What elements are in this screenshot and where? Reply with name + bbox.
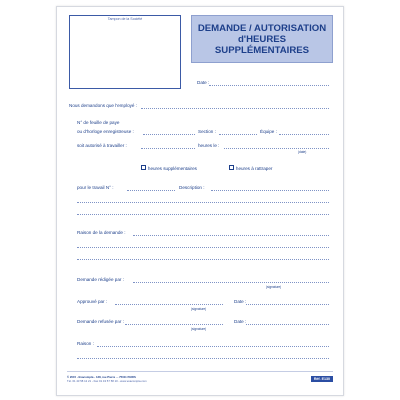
option-catchup[interactable] (229, 165, 272, 171)
approved-by-signature-hint: (signature) (191, 307, 207, 311)
form-footer (67, 371, 333, 388)
refused-by-label: Demande refusée par : (77, 319, 124, 324)
reason-request-line-2[interactable] (77, 247, 329, 248)
work-date-field[interactable] (224, 148, 329, 149)
overtime-label: heures supplémentaires (147, 166, 197, 171)
team-label: Équipe : (260, 129, 277, 134)
stamp-label: Tampon de la Société (107, 17, 143, 21)
reference-badge: Réf. E130 (311, 376, 333, 382)
company-stamp-box (69, 15, 181, 89)
title-line-1: DEMANDE / AUTORISATION (197, 22, 327, 34)
description-label: Description : (179, 185, 205, 190)
footer-line-1: © 2015 - Exacompta - 138, rue Pierre ... 75011 PARIS (67, 375, 136, 379)
section-field[interactable] (219, 134, 257, 135)
payslip-label: N° de feuille de paye (77, 120, 120, 125)
authorized-label: soit autorisé à travailler : (77, 143, 127, 148)
payslip-number-field[interactable] (143, 134, 195, 135)
approved-by-field[interactable] (115, 304, 223, 305)
refused-by-signature-hint: (signature) (191, 327, 207, 331)
reason-label: Raison : (77, 341, 94, 346)
date-field[interactable] (209, 85, 329, 86)
title-line-3: SUPPLÉMENTAIRES (214, 44, 310, 56)
reason-request-label: Raison de la demande : (77, 230, 126, 235)
title-line-2: d'HEURES (237, 33, 287, 45)
request-label: Nous demandons que l'employé : (69, 103, 138, 108)
description-line-2[interactable] (77, 202, 329, 203)
catchup-checkbox[interactable] (229, 165, 234, 170)
approved-by-label: Approuvé par : (77, 299, 108, 304)
date-hint: (date) (298, 150, 307, 154)
refused-date-label: Date : (234, 319, 247, 324)
employee-field[interactable] (141, 108, 329, 109)
overtime-checkbox[interactable] (141, 165, 146, 170)
description-line-3[interactable] (77, 214, 329, 215)
hours-label: heures le : (198, 143, 220, 148)
date-label: Date : (197, 80, 210, 85)
form-sheet (56, 6, 344, 396)
hours-count-field[interactable] (141, 148, 195, 149)
approved-date-label: Date : (234, 299, 247, 304)
catchup-label: heures à rattraper (235, 166, 273, 171)
section-label: Section : (198, 129, 216, 134)
job-number-field[interactable] (127, 190, 175, 191)
option-overtime[interactable] (141, 165, 197, 171)
description-field[interactable] (211, 190, 329, 191)
form-title-box (191, 15, 333, 63)
reason-line-2[interactable] (77, 358, 329, 359)
reason-field[interactable] (97, 346, 329, 347)
job-label: pour le travail N° : (77, 185, 114, 190)
reason-request-field[interactable] (133, 235, 329, 236)
team-field[interactable] (279, 134, 329, 135)
approved-date-field[interactable] (246, 304, 329, 305)
requested-by-signature-hint: (signature) (266, 285, 282, 289)
clock-label: ou d'horloge enregistreuse : (77, 129, 134, 134)
requested-by-field[interactable] (133, 282, 329, 283)
requested-by-label: Demande rédigée par : (77, 277, 124, 282)
reason-request-line-3[interactable] (77, 259, 329, 260)
footer-line-2: Tél. 01 43 58 12 21 - Fax 01 43 57 58 10 - www.exacompta.com (67, 379, 147, 383)
refused-by-field[interactable] (125, 324, 223, 325)
refused-date-field[interactable] (246, 324, 329, 325)
